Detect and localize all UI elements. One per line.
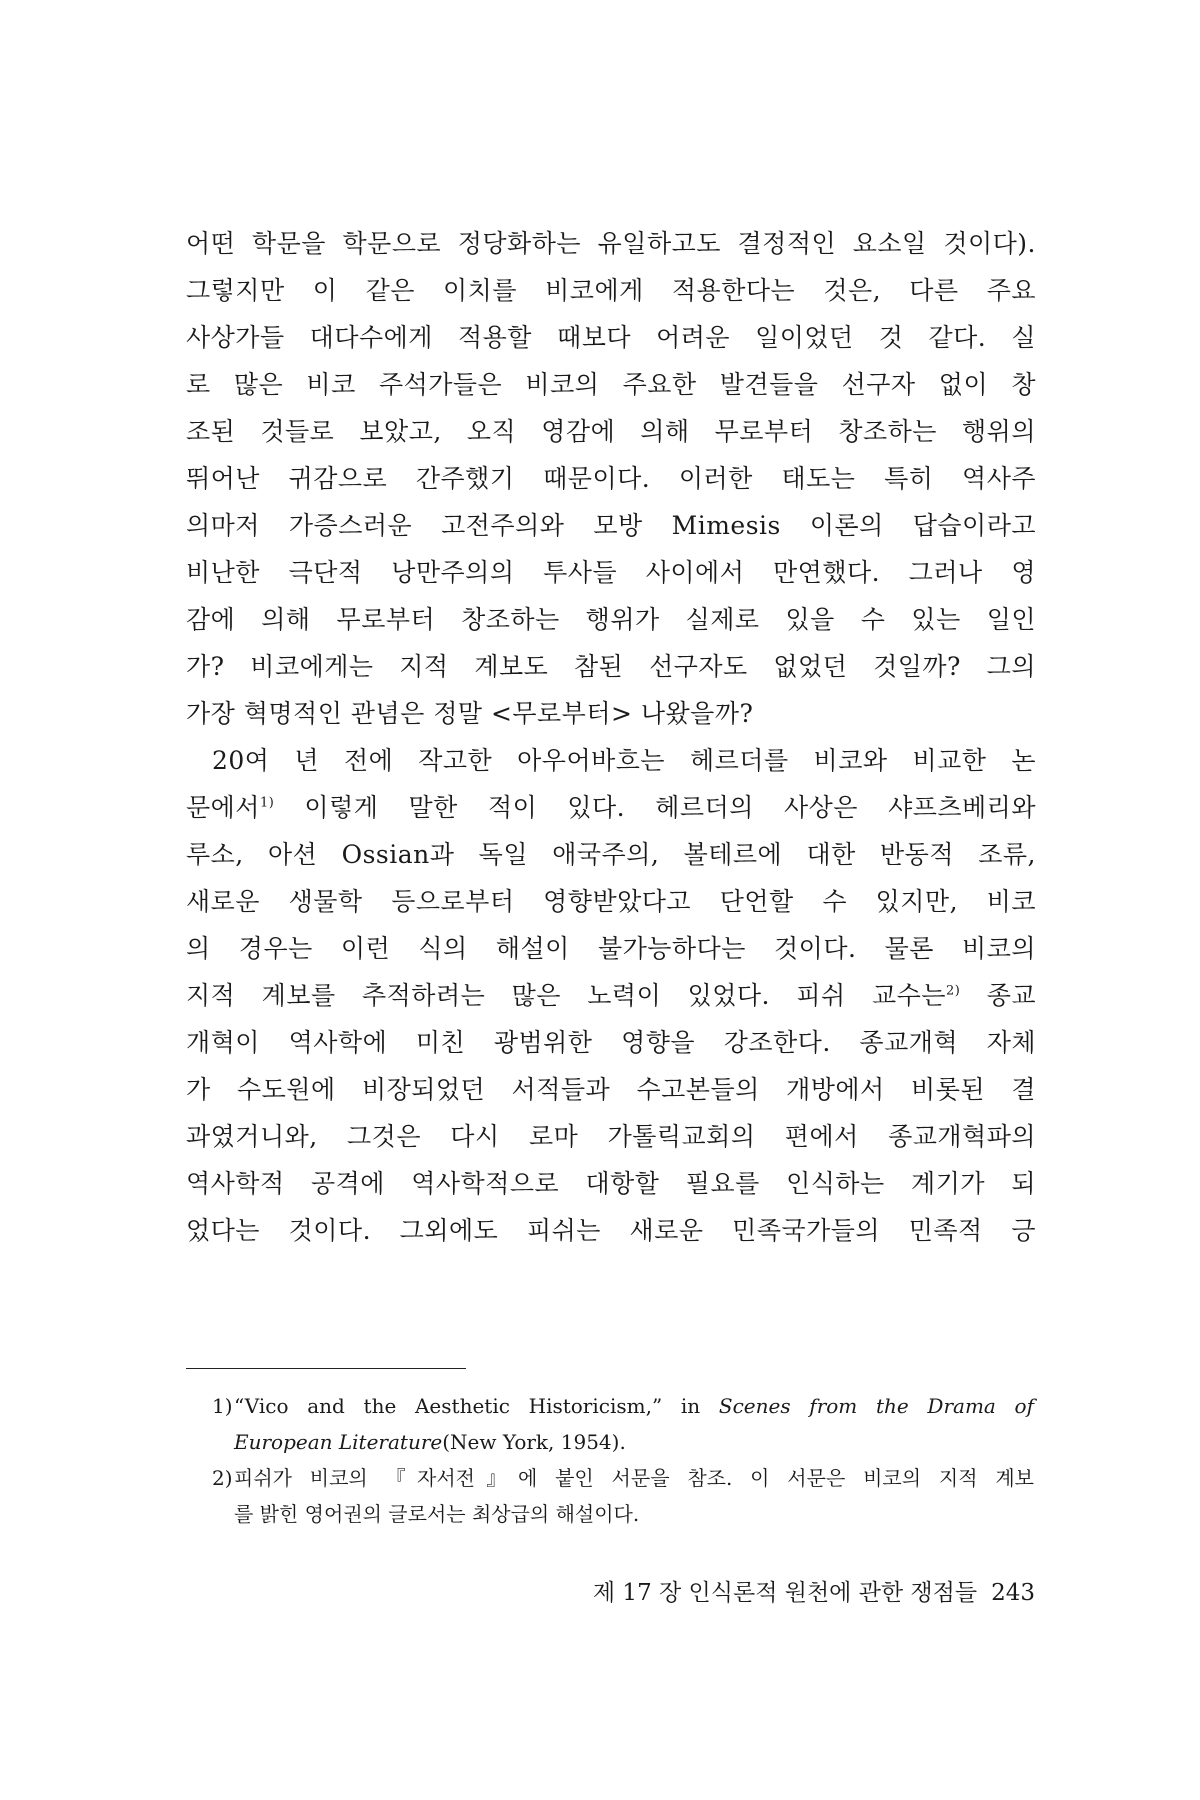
footnote-2-cont: 를 밝힌 영어권의 글로서는 최상급의 해설이다. — [234, 1502, 640, 1526]
footnotes — [212, 1388, 1034, 1532]
text-line: 었다는 것이다. 그외에도 피쉬는 새로운 민족국가들의 민족적 긍 — [186, 1216, 1036, 1245]
text-line — [186, 784, 1036, 831]
text-segment: 지적 계보를 추적하려는 많은 노력이 있었다. 피쉬 교수는 — [186, 981, 946, 1010]
footnote-number: 1) — [212, 1394, 233, 1418]
body-text — [186, 220, 1036, 1254]
chapter-title: 제 17 장 인식론적 원천에 관한 쟁점들 — [592, 1580, 978, 1606]
text-line: 로 많은 비코 주석가들은 비코의 주요한 발견들을 선구자 없이 창 — [186, 370, 1036, 399]
text-line: 조된 것들로 보았고, 오직 영감에 의해 무로부터 창조하는 행위의 — [186, 417, 1036, 446]
running-footer — [540, 1574, 1035, 1607]
text-line: 사상가들 대다수에게 적용할 때보다 어려운 일이었던 것 같다. 실 — [186, 323, 1036, 352]
text-line: 그렇지만 이 같은 이치를 비코에게 적용한다는 것은, 다른 주요 — [186, 276, 1036, 305]
footnote-1 — [212, 1388, 1034, 1424]
footnote-title-italic: Scenes from the Drama of — [718, 1394, 1034, 1418]
text-line: 새로운 생물학 등으로부터 영향받았다고 단언할 수 있지만, 비코 — [186, 887, 1036, 916]
footnote-title-italic: European Literature — [234, 1430, 443, 1454]
text-line: 가? 비코에게는 지적 계보도 참된 선구자도 없었던 것일까? 그의 — [186, 652, 1036, 681]
footnote-2 — [212, 1460, 1034, 1496]
text-line: 가 수도원에 비장되었던 서적들과 수고본들의 개방에서 비롯된 결 — [186, 1075, 1036, 1104]
footnote-number: 2) — [212, 1466, 233, 1490]
footnote-1-cont — [212, 1424, 1034, 1460]
page-number: 243 — [991, 1580, 1035, 1606]
text-line: 역사학적 공격에 역사학적으로 대항할 필요를 인식하는 계기가 되 — [186, 1169, 1036, 1198]
text-line: 뛰어난 귀감으로 간주했기 때문이다. 이러한 태도는 특히 역사주 — [186, 464, 1036, 493]
footnote-divider — [186, 1368, 466, 1369]
footnote-text: 피쉬가 비코의 『자서전』에 붙인 서문을 참조. 이 서문은 비코의 지적 계보 — [234, 1466, 1034, 1490]
text-line — [186, 972, 1036, 1019]
footnote-text: (New York, 1954). — [442, 1430, 626, 1454]
text-line: 가장 혁명적인 관념은 정말 <무로부터> 나왔을까? — [186, 699, 754, 728]
footnote-ref-1[interactable]: 1) — [259, 795, 275, 811]
text-line: 의 경우는 이런 식의 해설이 불가능하다는 것이다. 물론 비코의 — [186, 934, 1036, 963]
text-line: 루소, 아션 Ossian과 독일 애국주의, 볼테르에 대한 반동적 조류, — [186, 840, 1036, 869]
text-line: 과였거니와, 그것은 다시 로마 가톨릭교회의 편에서 종교개혁파의 — [186, 1122, 1036, 1151]
text-line: 의마저 가증스러운 고전주의와 모방 Mimesis 이론의 답습이라고 — [186, 511, 1036, 540]
text-line: 20여 년 전에 작고한 아우어바흐는 헤르더를 비코와 비교한 논 — [212, 746, 1036, 775]
text-segment: 종교 — [960, 981, 1036, 1010]
footnote-text: “Vico and the Aesthetic Historicism,” in — [234, 1394, 719, 1418]
text-line: 감에 의해 무로부터 창조하는 행위가 실제로 있을 수 있는 일인 — [186, 605, 1036, 634]
text-line: 어떤 학문을 학문으로 정당화하는 유일하고도 결정적인 요소일 것이다). — [186, 229, 1036, 258]
text-line: 개혁이 역사학에 미친 광범위한 영향을 강조한다. 종교개혁 자체 — [186, 1028, 1036, 1057]
text-segment: 이렇게 말한 적이 있다. 헤르더의 사상은 샤프츠베리와 — [274, 793, 1036, 822]
text-line: 비난한 극단적 낭만주의의 투사들 사이에서 만연했다. 그러나 영 — [186, 558, 1036, 587]
text-segment: 문에서 — [186, 793, 260, 822]
footnote-ref-2[interactable]: 2) — [945, 983, 961, 999]
